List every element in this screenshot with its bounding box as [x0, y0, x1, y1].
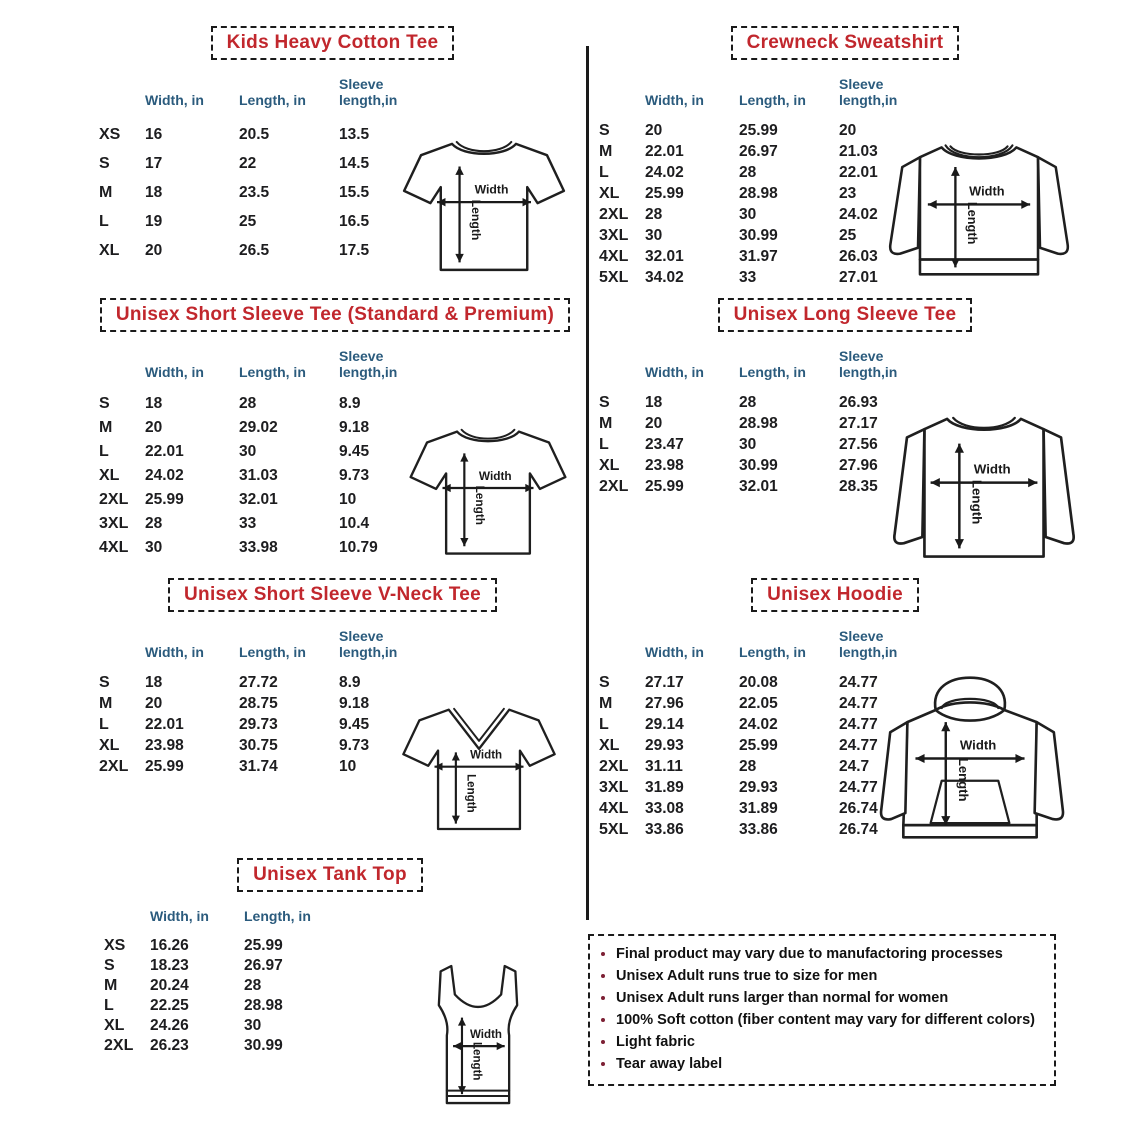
measurement-value: 30 [145, 539, 163, 556]
measurement-value: 31.74 [239, 757, 278, 775]
measurement-value: 30.99 [739, 226, 778, 244]
size-label: M [104, 977, 118, 994]
size-label: M [599, 694, 613, 712]
measurement-value: 22 [239, 154, 257, 172]
size-label: L [99, 212, 109, 230]
size-column-header [104, 908, 150, 936]
measurement-value: 24.02 [739, 715, 778, 733]
measurement-value: 26.74 [839, 820, 878, 838]
column-header: Sleeve length,in [839, 348, 898, 380]
size-label: M [99, 183, 113, 201]
tee-diagram [390, 106, 578, 288]
measurement-value: 18 [645, 393, 663, 411]
measurement-value: 31.89 [645, 778, 684, 796]
measurement-value: 25.99 [645, 184, 684, 202]
measurement-value: 32.01 [645, 247, 684, 265]
measurement-value: 22.05 [739, 694, 778, 712]
measurement-value: 19 [145, 212, 163, 230]
size-column-header [599, 628, 645, 672]
measurement-value: 20.08 [739, 673, 778, 691]
size-row [99, 464, 431, 488]
length-arrow-label: Length [468, 199, 483, 241]
tank-top-drawing [414, 950, 542, 1128]
section-unisex-hoodie [595, 578, 1075, 854]
measurement-value: 26.93 [839, 393, 878, 411]
size-label: 3XL [99, 515, 129, 532]
measurement-value: 25.99 [145, 757, 184, 775]
measurement-value: 34.02 [645, 268, 684, 286]
measurement-value: 17.5 [339, 241, 370, 259]
measurement-value: 20.5 [239, 125, 270, 143]
size-label: 4XL [599, 247, 629, 265]
note-item: • Final product may vary due to manufactoring processes [616, 943, 1046, 965]
measurement-value: 27.17 [645, 673, 684, 691]
size-row [104, 956, 344, 976]
measurement-value: 30.75 [239, 736, 278, 754]
measurement-value: 9.45 [339, 443, 370, 460]
measurement-value: 27.72 [239, 673, 278, 691]
measurement-value: 22.01 [645, 142, 684, 160]
size-label: S [599, 393, 610, 411]
size-label: M [599, 142, 613, 160]
size-row [99, 512, 431, 536]
size-label: XL [599, 736, 620, 754]
size-column-header [99, 628, 145, 672]
measurement-value: 28.98 [244, 997, 283, 1014]
measurement-value: 9.18 [339, 694, 370, 712]
measurement-value: 9.18 [339, 419, 370, 436]
measurement-value: 29.93 [739, 778, 778, 796]
size-label: M [99, 694, 113, 712]
measurement-value: 24.77 [839, 778, 878, 796]
column-header: Sleeve length,in [339, 348, 398, 380]
size-label: XL [99, 467, 120, 484]
size-label: S [599, 121, 610, 139]
measurement-value: 20 [145, 241, 163, 259]
size-table [104, 908, 344, 1056]
measurement-value: 20 [645, 121, 663, 139]
width-arrow-label: Width [959, 737, 997, 753]
long-sleeve-tee-drawing [873, 384, 1095, 574]
measurement-value: 25.99 [645, 477, 684, 495]
measurement-value: 30 [739, 205, 757, 223]
size-row [104, 1036, 344, 1056]
column-header: Sleeve length,in [339, 628, 398, 660]
measurement-value: 28 [739, 393, 757, 411]
product-notes [588, 934, 1056, 1086]
size-row [99, 536, 431, 560]
size-label: XS [104, 937, 126, 954]
size-row [99, 488, 431, 512]
measurement-value: 31.03 [239, 467, 278, 484]
section-unisex-v-neck-tee [85, 578, 580, 850]
column-header: Width, in [645, 644, 704, 660]
measurement-value: 22.25 [150, 997, 189, 1014]
hoodie-diagram [869, 664, 1071, 854]
measurement-value: 29.93 [645, 736, 684, 754]
measurement-value: 15.5 [339, 183, 370, 201]
column-header: Sleeve length,in [339, 76, 398, 108]
size-row [104, 936, 344, 956]
section-unisex-long-sleeve-tee [595, 298, 1095, 574]
length-arrow-label: Length [955, 757, 971, 802]
measurement-value: 22.01 [145, 443, 184, 460]
measurement-value: 21.03 [839, 142, 878, 160]
measurement-value: 26.97 [739, 142, 778, 160]
measurement-value: 28 [239, 395, 257, 412]
measurement-value: 30 [239, 443, 257, 460]
section-title: Crewneck Sweatshirt [746, 32, 944, 53]
measurement-value: 28.35 [839, 477, 878, 495]
measurement-value: 23.5 [239, 183, 270, 201]
v-neck-tee-drawing [390, 670, 568, 850]
measurement-value: 33.08 [645, 799, 684, 817]
size-row [99, 392, 431, 416]
section-title: Unisex Tank Top [253, 864, 407, 885]
measurement-value: 20 [839, 121, 857, 139]
tee-drawing [397, 394, 579, 572]
column-header: Width, in [145, 644, 204, 660]
measurement-value: 28 [645, 205, 663, 223]
measurement-value: 20 [145, 694, 163, 712]
size-label: L [599, 163, 609, 181]
width-arrow-label: Width [973, 461, 1011, 477]
section-title: Unisex Short Sleeve Tee (Standard & Premium) [115, 304, 555, 325]
section-unisex-short-sleeve-tee [85, 298, 585, 574]
measurement-value: 23.98 [145, 736, 184, 754]
section-title-box [100, 298, 570, 332]
size-label: XL [599, 184, 620, 202]
measurement-value: 24.02 [839, 205, 878, 223]
column-header: Width, in [645, 364, 704, 380]
measurement-value: 9.45 [339, 715, 370, 733]
measurement-value: 28.98 [739, 414, 778, 432]
measurement-value: 18 [145, 395, 163, 412]
section-title-box [718, 298, 973, 332]
length-arrow-label: Length [470, 1041, 483, 1081]
measurement-value: 24.77 [839, 736, 878, 754]
size-label: XL [99, 241, 120, 259]
size-label: XL [104, 1017, 125, 1034]
measurement-value: 13.5 [339, 125, 370, 143]
length-arrow-label: Length [965, 201, 981, 245]
measurement-value: 20 [645, 414, 663, 432]
section-title: Unisex Long Sleeve Tee [733, 304, 957, 325]
measurement-value: 20 [145, 419, 163, 436]
column-header: Sleeve length,in [839, 628, 898, 660]
measurement-value: 24.02 [645, 163, 684, 181]
measurement-value: 16.5 [339, 212, 370, 230]
size-row [99, 120, 431, 149]
size-label: S [99, 395, 110, 412]
size-table [99, 348, 431, 560]
measurement-value: 17 [145, 154, 163, 172]
size-label: 4XL [599, 799, 629, 817]
measurement-value: 10.79 [339, 539, 378, 556]
length-arrow-label: Length [473, 485, 488, 526]
size-label: S [99, 154, 110, 172]
measurement-value: 18.23 [150, 957, 189, 974]
size-column-header [599, 348, 645, 392]
tank-top-diagram [414, 950, 542, 1128]
measurement-value: 28 [145, 515, 163, 532]
width-arrow-label: Width [478, 468, 512, 483]
size-label: 2XL [99, 757, 129, 775]
measurement-value: 16.26 [150, 937, 189, 954]
measurement-value: 31.97 [739, 247, 778, 265]
width-arrow-label: Width [969, 183, 1005, 199]
measurement-value: 9.73 [339, 467, 370, 484]
size-label: 2XL [599, 757, 629, 775]
measurement-value: 27.96 [645, 694, 684, 712]
size-label: 5XL [599, 820, 629, 838]
size-column-header [599, 76, 645, 120]
length-arrow-label: Length [969, 479, 985, 525]
measurement-value: 22.01 [839, 163, 878, 181]
size-label: S [104, 957, 115, 974]
width-arrow-label: Width [470, 749, 503, 762]
size-label: 4XL [99, 539, 129, 556]
measurement-value: 18 [145, 673, 163, 691]
note-item: • Light fabric [616, 1031, 1046, 1053]
length-arrow-label: Length [464, 774, 477, 813]
column-header: Length, in [739, 644, 806, 660]
size-row [99, 714, 431, 735]
measurement-value: 16 [145, 125, 163, 143]
width-arrow-label: Width [474, 182, 509, 197]
size-label: S [99, 673, 110, 691]
size-row [99, 416, 431, 440]
measurement-value: 26.74 [839, 799, 878, 817]
column-header: Length, in [739, 364, 806, 380]
note-item: • Tear away label [616, 1053, 1046, 1075]
size-label: 5XL [599, 268, 629, 286]
measurement-value: 23.98 [645, 456, 684, 474]
measurement-value: 10.4 [339, 515, 370, 532]
measurement-value: 25.99 [739, 121, 778, 139]
measurement-value: 24.26 [150, 1017, 189, 1034]
measurement-value: 26.5 [239, 241, 270, 259]
size-label: M [99, 419, 113, 436]
measurement-value: 28 [739, 757, 757, 775]
column-header: Width, in [645, 92, 704, 108]
measurement-value: 24.7 [839, 757, 870, 775]
size-label: M [599, 414, 613, 432]
size-label: 2XL [599, 205, 629, 223]
size-row [104, 996, 344, 1016]
measurement-value: 26.03 [839, 247, 878, 265]
section-title: Kids Heavy Cotton Tee [226, 32, 439, 53]
sweatshirt-drawing [873, 110, 1085, 292]
column-header: Sleeve length,in [839, 76, 898, 108]
measurement-value: 20.24 [150, 977, 189, 994]
section-title-box [211, 26, 455, 60]
measurement-value: 14.5 [339, 154, 370, 172]
measurement-value: 29.02 [239, 419, 278, 436]
size-row [99, 672, 431, 693]
size-label: 3XL [599, 226, 629, 244]
column-header: Width, in [145, 92, 204, 108]
size-table [99, 628, 431, 777]
size-row [99, 693, 431, 714]
measurement-value: 27.96 [839, 456, 878, 474]
measurement-value: 25.99 [145, 491, 184, 508]
measurement-value: 25 [239, 212, 257, 230]
section-title: Unisex Short Sleeve V-Neck Tee [184, 584, 481, 605]
size-row [99, 440, 431, 464]
size-label: S [599, 673, 610, 691]
measurement-value: 10 [339, 757, 357, 775]
measurement-value: 28.98 [739, 184, 778, 202]
size-row [104, 976, 344, 996]
size-row [99, 149, 431, 178]
measurement-value: 8.9 [339, 673, 361, 691]
size-row [99, 735, 431, 756]
measurement-value: 33 [239, 515, 257, 532]
measurement-value: 28.75 [239, 694, 278, 712]
tee-diagram [397, 394, 579, 572]
measurement-value: 27.01 [839, 268, 878, 286]
column-header: Length, in [739, 92, 806, 108]
measurement-value: 23.47 [645, 435, 684, 453]
section-kids-heavy-cotton-tee [85, 26, 580, 294]
section-crewneck-sweatshirt [595, 26, 1095, 294]
measurement-value: 25.99 [739, 736, 778, 754]
measurement-value: 33 [739, 268, 757, 286]
measurement-value: 30.99 [244, 1037, 283, 1054]
measurement-value: 28 [739, 163, 757, 181]
long-sleeve-tee-diagram [873, 384, 1095, 574]
hoodie-drawing [869, 664, 1071, 854]
size-row [99, 756, 431, 777]
section-title-box [731, 26, 960, 60]
measurement-value: 18 [145, 183, 163, 201]
column-header: Width, in [150, 908, 209, 924]
measurement-value: 33.98 [239, 539, 278, 556]
measurement-value: 24.77 [839, 694, 878, 712]
size-row [99, 178, 431, 207]
measurement-value: 32.01 [739, 477, 778, 495]
size-label: XL [99, 736, 120, 754]
measurement-value: 25 [839, 226, 857, 244]
size-label: XL [599, 456, 620, 474]
measurement-value: 22.01 [145, 715, 184, 733]
section-unisex-tank-top [90, 858, 570, 1130]
column-header: Length, in [239, 92, 306, 108]
sweatshirt-diagram [873, 110, 1085, 292]
measurement-value: 29.14 [645, 715, 684, 733]
measurement-value: 30 [645, 226, 663, 244]
size-label: 2XL [99, 491, 129, 508]
size-table [99, 76, 431, 265]
size-label: 2XL [599, 477, 629, 495]
column-header: Length, in [239, 644, 306, 660]
measurement-value: 32.01 [239, 491, 278, 508]
measurement-value: 29.73 [239, 715, 278, 733]
column-header: Length, in [239, 364, 306, 380]
size-label: L [599, 715, 609, 733]
measurement-value: 28 [244, 977, 262, 994]
v-neck-tee-diagram [390, 670, 568, 850]
note-item: • 100% Soft cotton (fiber content may vary for different colors) [616, 1009, 1046, 1031]
size-label: XS [99, 125, 121, 143]
measurement-value: 24.77 [839, 673, 878, 691]
measurement-value: 31.11 [645, 757, 683, 775]
size-label: 2XL [104, 1037, 134, 1054]
section-title: Unisex Hoodie [767, 584, 903, 605]
section-title-box [751, 578, 919, 612]
tee-drawing [390, 106, 578, 288]
measurement-value: 26.97 [244, 957, 283, 974]
width-arrow-label: Width [470, 1029, 503, 1042]
measurement-value: 26.23 [150, 1037, 189, 1054]
size-column-header [99, 348, 145, 392]
measurement-value: 30 [739, 435, 757, 453]
measurement-value: 27.56 [839, 435, 878, 453]
size-label: L [99, 443, 109, 460]
measurement-value: 30 [244, 1017, 262, 1034]
measurement-value: 23 [839, 184, 857, 202]
size-row [99, 236, 431, 265]
notes-list [594, 943, 1046, 1075]
measurement-value: 24.02 [145, 467, 184, 484]
measurement-value: 10 [339, 491, 357, 508]
column-header: Length, in [244, 908, 311, 924]
size-label: L [99, 715, 109, 733]
size-label: L [599, 435, 609, 453]
note-item: • Unisex Adult runs true to size for men [616, 965, 1046, 987]
measurement-value: 8.9 [339, 395, 361, 412]
size-column-header [99, 76, 145, 120]
measurement-value: 33.86 [739, 820, 778, 838]
size-row [99, 207, 431, 236]
note-item: • Unisex Adult runs larger than normal for women [616, 987, 1046, 1009]
column-header: Width, in [145, 364, 204, 380]
measurement-value: 24.77 [839, 715, 878, 733]
column-divider [586, 46, 589, 920]
section-title-box [168, 578, 497, 612]
measurement-value: 9.73 [339, 736, 370, 754]
measurement-value: 27.17 [839, 414, 878, 432]
measurement-value: 25.99 [244, 937, 283, 954]
size-label: L [104, 997, 114, 1014]
measurement-value: 30.99 [739, 456, 778, 474]
size-row [104, 1016, 344, 1036]
section-title-box [237, 858, 423, 892]
measurement-value: 33.86 [645, 820, 684, 838]
size-label: 3XL [599, 778, 629, 796]
measurement-value: 31.89 [739, 799, 778, 817]
